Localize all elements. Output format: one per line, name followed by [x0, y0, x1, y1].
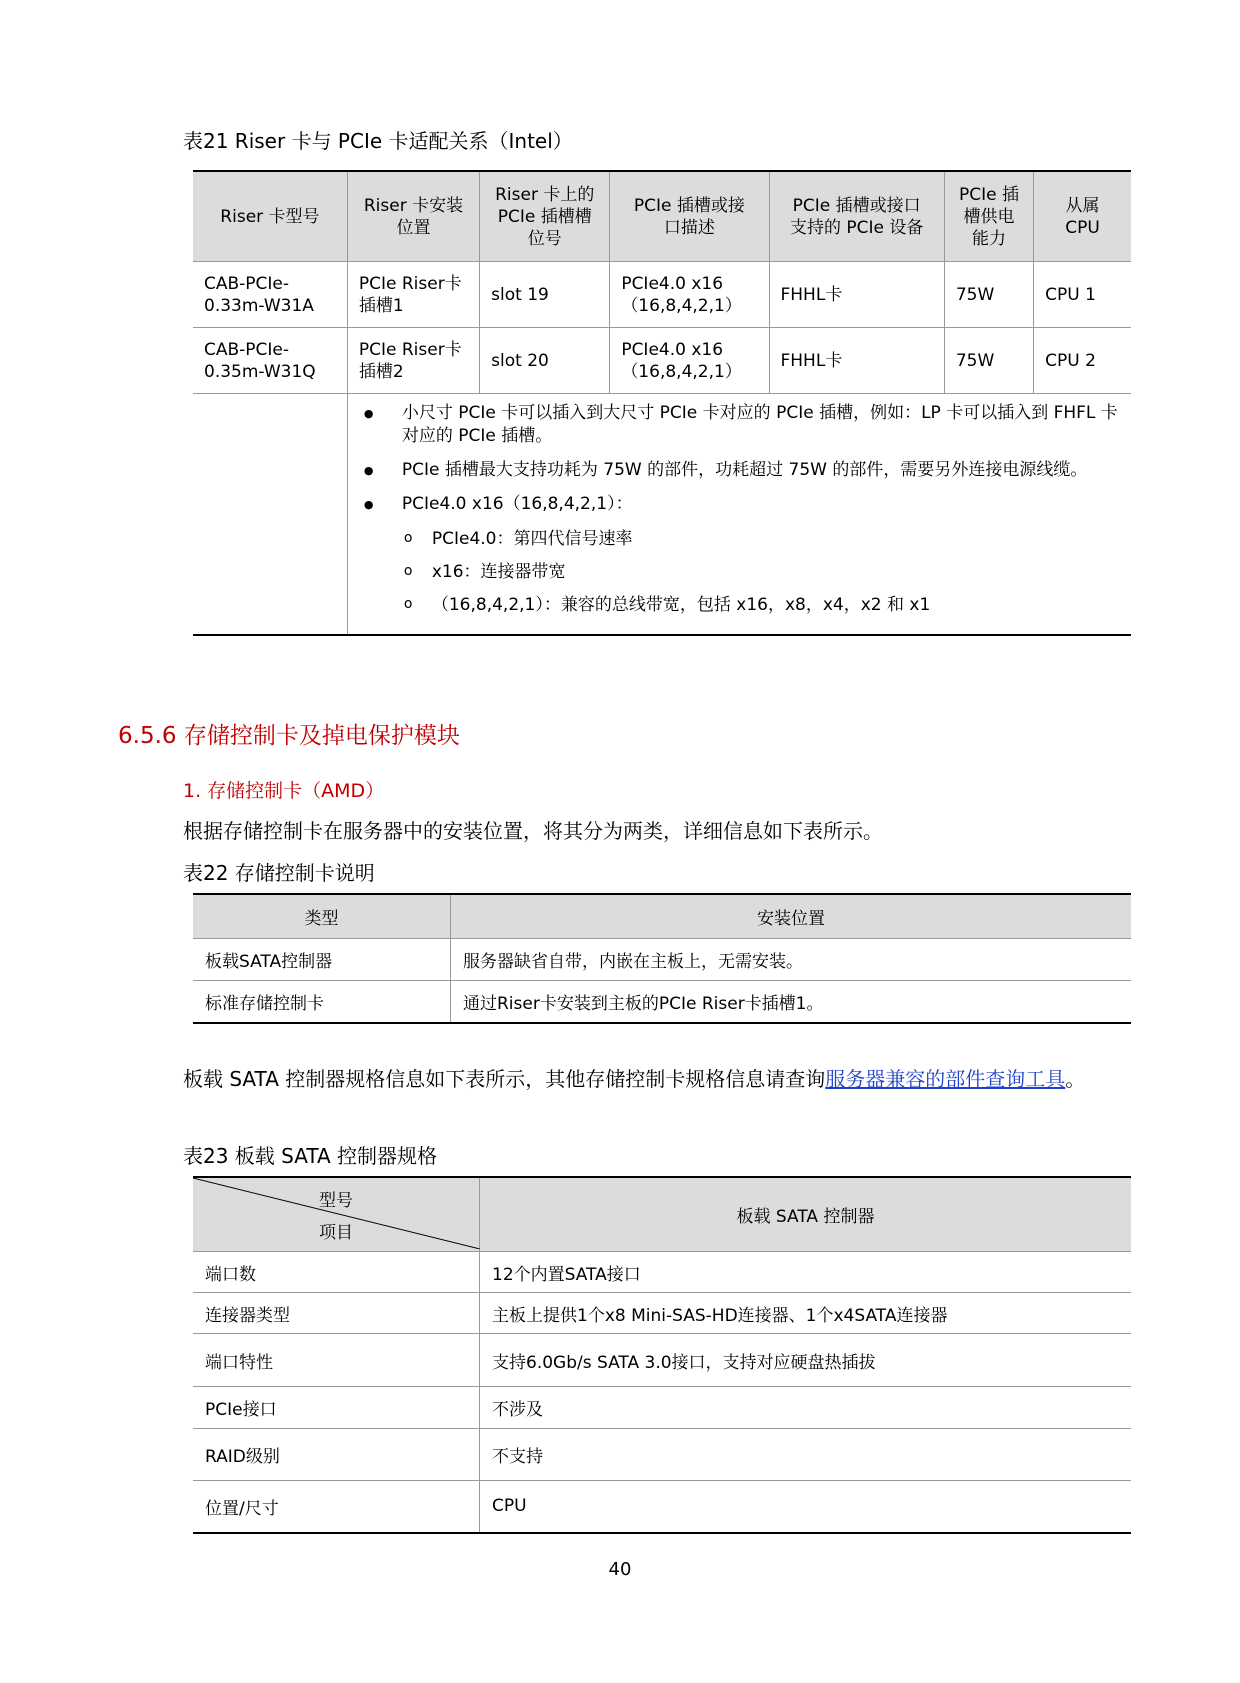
table21-header-row — [193, 171, 1131, 262]
table-cell: 不支持 — [480, 1429, 1132, 1481]
table-cell: 75W — [944, 328, 1033, 394]
table-cell: PCIe4.0 x16 （16,8,4,2,1） — [610, 328, 769, 394]
table-cell: 服务器缺省自带，内嵌在主板上，无需安装。 — [451, 939, 1132, 981]
subnote-item: o x16：连接器带宽 — [402, 561, 1121, 584]
table-cell: 端口数 — [193, 1252, 480, 1293]
table-cell: 端口特性 — [193, 1334, 480, 1387]
table21-notes — [347, 394, 1131, 636]
note-item: ● PCIe 插槽最大支持功耗为 75W 的部件，功耗超过 75W 的部件，需要另外连接电源线缆。 — [358, 459, 1121, 482]
table-cell: PCIe Riser卡 插槽2 — [347, 328, 479, 394]
table-header: PCIe 插 槽供电 能力 — [944, 171, 1033, 262]
table-header: 类型 — [193, 894, 451, 939]
table21-notes-row — [193, 394, 1131, 636]
header-item-label: 项目 — [319, 1223, 353, 1243]
table-row — [193, 1387, 1131, 1429]
table23-caption: 表23 板载 SATA 控制器规格 — [183, 1144, 438, 1168]
table-header: 从属 CPU — [1034, 171, 1131, 262]
table-cell: CPU 1 — [1034, 262, 1131, 328]
table-cell: 支持6.0Gb/s SATA 3.0接口，支持对应硬盘热插拔 — [480, 1334, 1132, 1387]
table21-caption: 表21 Riser 卡与 PCIe 卡适配关系（Intel） — [183, 129, 573, 153]
table-cell: 75W — [944, 262, 1033, 328]
table-cell: 主板上提供1个x8 Mini-SAS-HD连接器、1个x4SATA连接器 — [480, 1293, 1132, 1334]
table-row — [193, 1293, 1131, 1334]
table-row — [193, 1481, 1131, 1533]
paragraph-text: 板载 SATA 控制器规格信息如下表所示，其他存储控制卡规格信息请查询 — [183, 1067, 826, 1091]
table-header: PCIe 插槽或接 口描述 — [610, 171, 769, 262]
table-row — [193, 262, 1131, 328]
table-cell: RAID级别 — [193, 1429, 480, 1481]
table-row — [193, 1429, 1131, 1481]
table-cell: PCIe Riser卡 插槽1 — [347, 262, 479, 328]
table22-caption: 表22 存储控制卡说明 — [183, 861, 375, 885]
table-cell: CPU 2 — [1034, 328, 1131, 394]
table-cell: 标准存储控制卡 — [193, 981, 451, 1024]
subnotes-list — [402, 528, 1121, 617]
table-cell: CAB-PCIe- 0.35m-W31Q — [193, 328, 347, 394]
table-cell-empty — [193, 394, 347, 636]
subsection-heading: 1. 存储控制卡（AMD） — [183, 780, 385, 802]
table-cell: FHHL卡 — [769, 328, 944, 394]
paragraph-text: 。 — [1065, 1067, 1086, 1091]
sata-paragraph — [183, 1063, 1123, 1095]
subnote-item: o （16,8,4,2,1）：兼容的总线带宽，包括 x16，x8，x4，x2 和 x1 — [402, 594, 1121, 617]
table-cell: 不涉及 — [480, 1387, 1132, 1429]
table-cell: PCIe接口 — [193, 1387, 480, 1429]
table22-header-row — [193, 894, 1131, 939]
diagonal-header-cell — [193, 1177, 480, 1252]
table-cell: 12个内置SATA接口 — [480, 1252, 1132, 1293]
table-row — [193, 328, 1131, 394]
table-row — [193, 981, 1131, 1024]
intro-paragraph: 根据存储控制卡在服务器中的安装位置，将其分为两类，详细信息如下表所示。 — [183, 819, 883, 843]
table-cell: slot 19 — [480, 262, 610, 328]
note-item — [358, 493, 1121, 617]
table-cell: slot 20 — [480, 328, 610, 394]
section-heading: 6.5.6 存储控制卡及掉电保护模块 — [118, 723, 460, 749]
table23-header-row — [193, 1177, 1131, 1252]
table-header: Riser 卡上的 PCIe 插槽槽 位号 — [480, 171, 610, 262]
table-header: Riser 卡安装 位置 — [347, 171, 479, 262]
table-header: 安装位置 — [451, 894, 1132, 939]
table21 — [193, 170, 1131, 636]
table23 — [193, 1176, 1131, 1534]
table-row — [193, 1334, 1131, 1387]
table-cell: PCIe4.0 x16 （16,8,4,2,1） — [610, 262, 769, 328]
table-cell: CPU — [480, 1481, 1132, 1533]
notes-list — [358, 402, 1121, 617]
table22 — [193, 893, 1131, 1024]
table-cell: 位置/尺寸 — [193, 1481, 480, 1533]
compatibility-tool-link[interactable]: 服务器兼容的部件查询工具 — [825, 1067, 1066, 1091]
table-header: 板载 SATA 控制器 — [480, 1177, 1132, 1252]
table-header: PCIe 插槽或接口 支持的 PCIe 设备 — [769, 171, 944, 262]
subnote-item: o PCIe4.0：第四代信号速率 — [402, 528, 1121, 551]
table-cell: CAB-PCIe- 0.33m-W31A — [193, 262, 347, 328]
page-number: 40 — [608, 1559, 632, 1580]
table-cell: 通过Riser卡安装到主板的PCIe Riser卡插槽1。 — [451, 981, 1132, 1024]
table-row — [193, 939, 1131, 981]
note-item-text: PCIe4.0 x16（16,8,4,2,1）： — [401, 494, 633, 514]
table-row — [193, 1252, 1131, 1293]
table-cell: 板载SATA控制器 — [193, 939, 451, 981]
header-model-label: 型号 — [319, 1191, 353, 1211]
note-item: ● 小尺寸 PCIe 卡可以插入到大尺寸 PCIe 卡对应的 PCIe 插槽，例如：LP 卡可以插入到 FHFL 卡对应的 PCIe 插槽。 — [358, 402, 1121, 448]
table-header: Riser 卡型号 — [193, 171, 347, 262]
table-cell: 连接器类型 — [193, 1293, 480, 1334]
table-cell: FHHL卡 — [769, 262, 944, 328]
